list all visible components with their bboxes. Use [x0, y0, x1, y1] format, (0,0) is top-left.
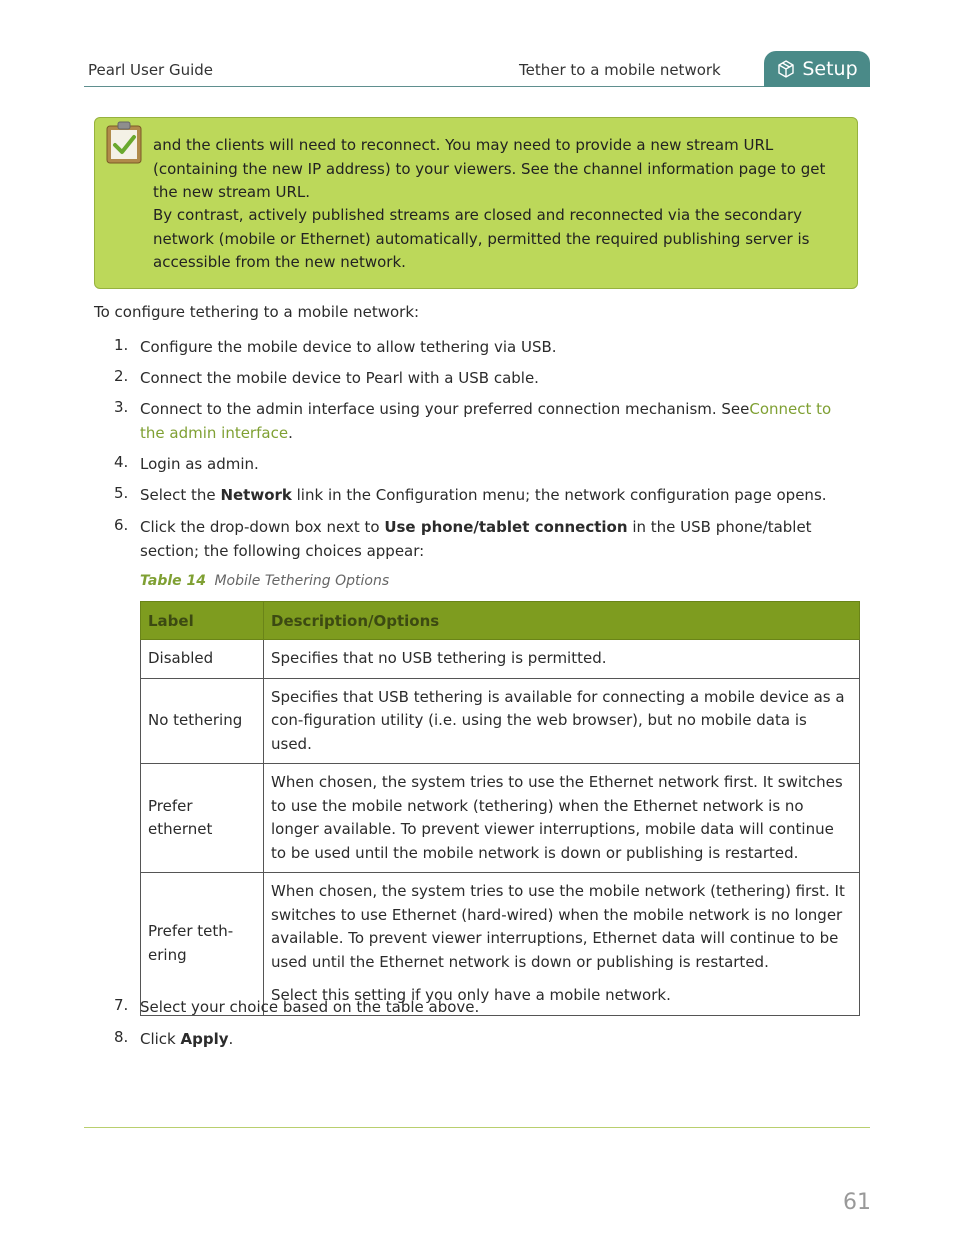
step-text — [140, 484, 860, 508]
step-number: 4. — [114, 453, 129, 471]
footer-divider — [84, 1127, 870, 1128]
step-number: 1. — [114, 336, 129, 354]
step-text-pre: Select the — [140, 486, 221, 504]
step-number: 7. — [114, 996, 129, 1014]
section-title: Tether to a mobile network — [519, 61, 721, 79]
row-description — [264, 873, 860, 1016]
header-divider — [84, 86, 870, 87]
row-label: Disabled — [141, 640, 264, 679]
step-text-post: link in the Configuration menu; the network configuration page opens. — [291, 486, 827, 504]
note-paragraph-2: By contrast, actively published streams are closed and reconnected via the secondary network (mobile or Ethernet) automatically, permitted the required publishing server is accessible from the new network. — [153, 206, 810, 271]
step-text-pre: Connect to the admin interface using your preferred connection mechanism. See — [140, 400, 750, 418]
row-label: No tethering — [141, 678, 264, 764]
intro-text: To configure tethering to a mobile network: — [94, 303, 420, 321]
tethering-options-table — [140, 601, 860, 1016]
step-text-post: . — [288, 423, 293, 442]
admin-interface-link[interactable]: Connect to the admin interface — [140, 400, 832, 442]
table-caption — [140, 573, 389, 589]
step-number: 6. — [114, 516, 129, 534]
phone-connection-term: Use phone/tablet connection — [384, 518, 628, 536]
step-number: 8. — [114, 1028, 129, 1046]
step-text-pre: Click the drop-down box next to — [140, 518, 385, 536]
step-text: Select your choice based on the table above. — [140, 998, 480, 1016]
step-text — [140, 516, 860, 563]
table-row — [141, 764, 860, 873]
step-text-post: . — [228, 1030, 234, 1048]
table-header-row — [141, 602, 860, 640]
row-label: Prefer ethernet — [141, 764, 264, 873]
row-description: Specifies that no USB tethering is permitted. — [264, 640, 860, 679]
step-text: Login as admin. — [140, 455, 259, 473]
row-description: Specifies that USB tethering is available for connecting a mobile device as a con-figuration utility (i.e. using the web browser), but no mobile data is used. — [264, 678, 860, 764]
apply-term: Apply — [180, 1030, 229, 1048]
row-label: Prefer teth-ering — [141, 873, 264, 1016]
network-term: Network — [220, 486, 292, 504]
box-icon — [776, 59, 796, 79]
setup-tab-label: Setup — [802, 58, 858, 80]
note-paragraph-1: and the clients will need to reconnect. You may need to provide a new stream URL (containing the new IP address) to your viewers. See the channel information page to get the new stream URL. — [153, 136, 826, 201]
step-text: Connect the mobile device to Pearl with a USB cable. — [140, 369, 539, 387]
step-text-pre: Click — [140, 1030, 181, 1048]
setup-tab[interactable] — [764, 51, 870, 87]
step-text — [140, 398, 860, 445]
table-row — [141, 873, 860, 1016]
clipboard-check-icon — [105, 121, 143, 165]
step-number: 3. — [114, 398, 129, 416]
table-row — [141, 640, 860, 679]
step-text: Configure the mobile device to allow tethering via USB. — [140, 338, 557, 356]
row-description-para: Select this setting if you only have a mobile network. — [271, 986, 671, 1004]
column-header-label: Label — [141, 602, 264, 640]
column-header-description: Description/Options — [264, 602, 860, 640]
row-description: When chosen, the system tries to use the Ethernet network first. It switches to use the mobile network (tethering) when the Ethernet network is no longer available. To prevent viewer interruptions, mobile data will continue to be used until the mobile network is down or publishing is restarted. — [264, 764, 860, 873]
table-caption-text: Mobile Tethering Options — [214, 573, 390, 589]
note-callout — [94, 117, 858, 289]
page-number: 61 — [843, 1190, 871, 1215]
table-row — [141, 678, 860, 764]
table-caption-label: Table 14 — [140, 573, 207, 589]
step-number: 2. — [114, 367, 129, 385]
step-text — [140, 1028, 860, 1052]
guide-title: Pearl User Guide — [88, 61, 214, 79]
step-number: 5. — [114, 484, 129, 502]
row-description-para: When chosen, the system tries to use the mobile network (tethering) first. It switches to use Ethernet (hard-wired) when the mobile network is no longer available. To prevent viewer interruptions, Ethernet data will continue to be used until the Ethernet network is down or publishing is restarted. — [271, 882, 845, 971]
step-text-post: in the USB phone/tablet section; the following choices appear: — [140, 518, 812, 560]
